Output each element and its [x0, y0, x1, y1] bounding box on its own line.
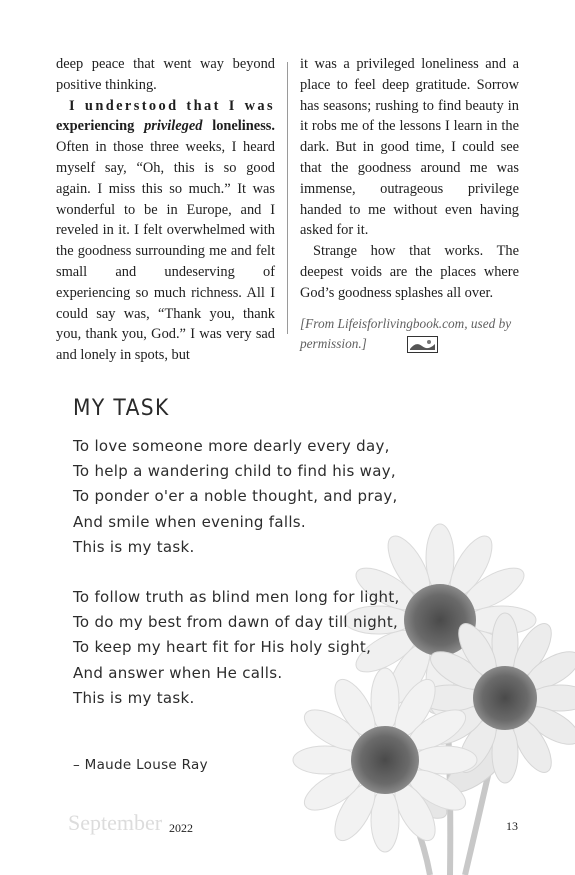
column-divider: [287, 62, 288, 334]
article-paragraph: Strange how that works. The deepest voids are the places where God’s goodness splashes all over.: [300, 243, 519, 301]
footer-month: September: [68, 810, 163, 835]
poem-line: To love someone more dearly every day,: [73, 437, 390, 455]
credit-line: [300, 314, 519, 354]
lead-in-text: I understood that I was: [69, 97, 275, 114]
emphasis-text: privileged: [144, 118, 203, 135]
article-left-column: [56, 54, 275, 366]
poem-line: To ponder o'er a noble thought, and pray,: [73, 487, 398, 506]
credit-text: [From Lifeisforlivingbook.com, used by permission.]: [300, 315, 512, 351]
page-number: 13: [506, 819, 518, 833]
article-paragraph: [56, 96, 275, 366]
lead-in-text: experiencing: [56, 118, 145, 135]
poem-line: This is my task.: [73, 537, 195, 556]
poem-line: This is my task.: [73, 688, 195, 707]
poem-line: And smile when evening falls.: [73, 512, 306, 531]
article-right-column: [300, 54, 519, 354]
article-paragraph: it was a privileged loneliness and a place to feel deep gratitude. Sorrow has seasons; rushing to find beauty in it robs me of the lessons I learn in the dark. But in good time, I could see that the goodness around me was immense, outrageous privilege handed to me without even having asked for it.: [300, 56, 519, 239]
poem-author: – Maude Louse Ray: [73, 757, 208, 773]
poem-line: To follow truth as blind men long for light,: [73, 588, 400, 607]
poem-line: And answer when He calls.: [73, 663, 283, 682]
poem-stanza: [73, 585, 400, 711]
poem-line: To keep my heart fit for His holy sight,: [73, 638, 372, 657]
stamp-icon: [407, 336, 438, 353]
lead-in-text: loneliness.: [202, 118, 275, 135]
poem-line: To do my best from dawn of day till night,: [73, 613, 399, 632]
body-text: Often in those three weeks, I heard myself say, “Oh, this is so good again. I miss this so much.” It was wonderful to be in Europe, and I reveled in it. I felt overwhelmed with the goodness surrounding me and felt small and undeserving of experiencing so much richness. All I could say was, “Thank you, thank you, thank you, God.” I was very sad and lonely in spots, but: [56, 139, 275, 364]
poem-title: MY TASK: [73, 396, 170, 421]
article-paragraph: deep peace that went way beyond positive thinking.: [56, 56, 275, 93]
poem-stanza: [73, 434, 400, 560]
poem-body: [73, 434, 400, 711]
footer-year: 2022: [169, 821, 193, 835]
poem-line: To help a wandering child to find his way,: [73, 462, 396, 481]
